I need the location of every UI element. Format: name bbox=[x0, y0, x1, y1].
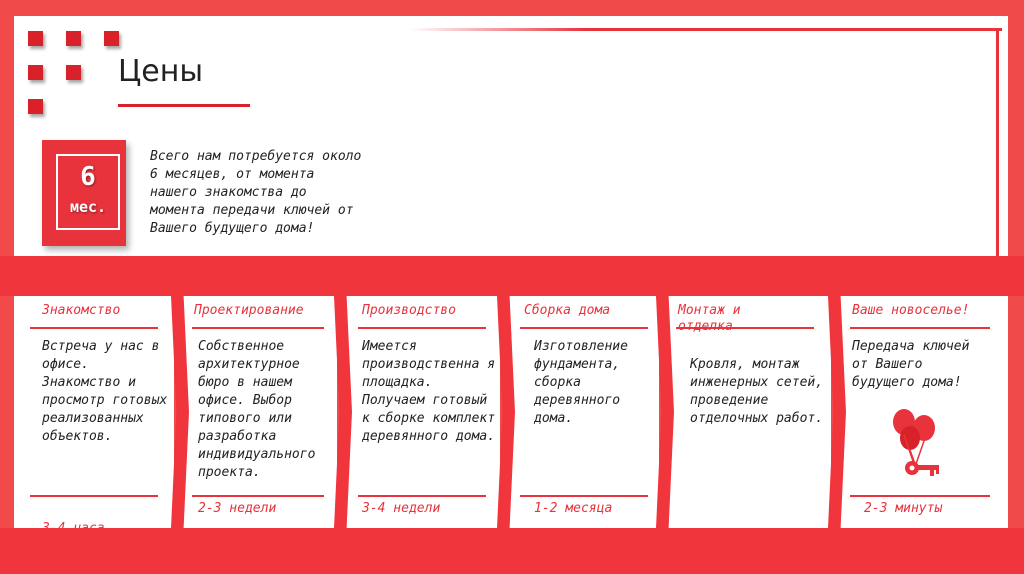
step-title-underline bbox=[520, 327, 648, 329]
deco-square bbox=[28, 65, 43, 80]
step-duration: 1-2 месяца bbox=[534, 501, 613, 516]
step-description: Изготовление фундамента, сборка деревянного дома. bbox=[534, 339, 628, 426]
step-title: Производство bbox=[362, 303, 456, 318]
step-description: Собственное архитектурное бюро в нашем офисе. Выбор типового или разработка индивидуального проекта. bbox=[198, 339, 316, 480]
step-divider bbox=[192, 495, 324, 497]
page-title: Цены bbox=[118, 54, 204, 89]
step-description: Встреча у нас в офисе. Знакомство и просмотр готовых реализованных объектов. bbox=[42, 339, 168, 444]
title-underline bbox=[118, 104, 250, 107]
divider-stripe bbox=[0, 256, 1024, 296]
decorative-line bbox=[410, 28, 1002, 31]
step-title: Ваше новоселье! bbox=[852, 303, 970, 318]
step-description: Кровля, монтаж инженерных сетей, проведение отделочных работ. bbox=[690, 357, 824, 426]
step-duration: 2-3 минуты bbox=[864, 501, 943, 516]
step-title-underline bbox=[30, 327, 158, 329]
step-title: Знакомство bbox=[42, 303, 121, 318]
footer-band bbox=[0, 528, 1024, 574]
step-divider bbox=[850, 495, 990, 497]
balloons-key-icon bbox=[888, 406, 944, 490]
deco-square bbox=[66, 31, 81, 46]
step-title: Монтаж и bbox=[678, 303, 741, 318]
step-title: Проектирование bbox=[194, 303, 304, 318]
deco-square bbox=[28, 31, 43, 46]
badge-number: 6 bbox=[80, 162, 96, 192]
step-description: Имеется производственна я площадка. Получаем готовый к сборке комплект деревянного дома. bbox=[362, 339, 496, 444]
deco-square bbox=[28, 99, 43, 114]
step-title: Сборка дома bbox=[524, 303, 611, 318]
step-title-underline bbox=[192, 327, 324, 329]
intro-text: Всего нам потребуется около 6 месяцев, от момента нашего знакомства до момента передачи ключей от Вашего будущего дома! bbox=[150, 149, 362, 236]
step-description: Передача ключей от Вашего будущего дома! bbox=[852, 339, 970, 390]
step-duration: 2-3 недели bbox=[198, 501, 277, 516]
step-divider bbox=[358, 495, 486, 497]
step-divider bbox=[30, 495, 158, 497]
deco-square bbox=[66, 65, 81, 80]
step-title-underline bbox=[850, 327, 990, 329]
step-duration: 3-4 недели bbox=[362, 501, 441, 516]
step-divider bbox=[520, 495, 648, 497]
deco-square bbox=[104, 31, 119, 46]
badge-unit: мес. bbox=[69, 198, 107, 216]
step-title-underline bbox=[358, 327, 486, 329]
step-title-underline bbox=[676, 327, 814, 329]
decorative-frame bbox=[996, 28, 999, 256]
